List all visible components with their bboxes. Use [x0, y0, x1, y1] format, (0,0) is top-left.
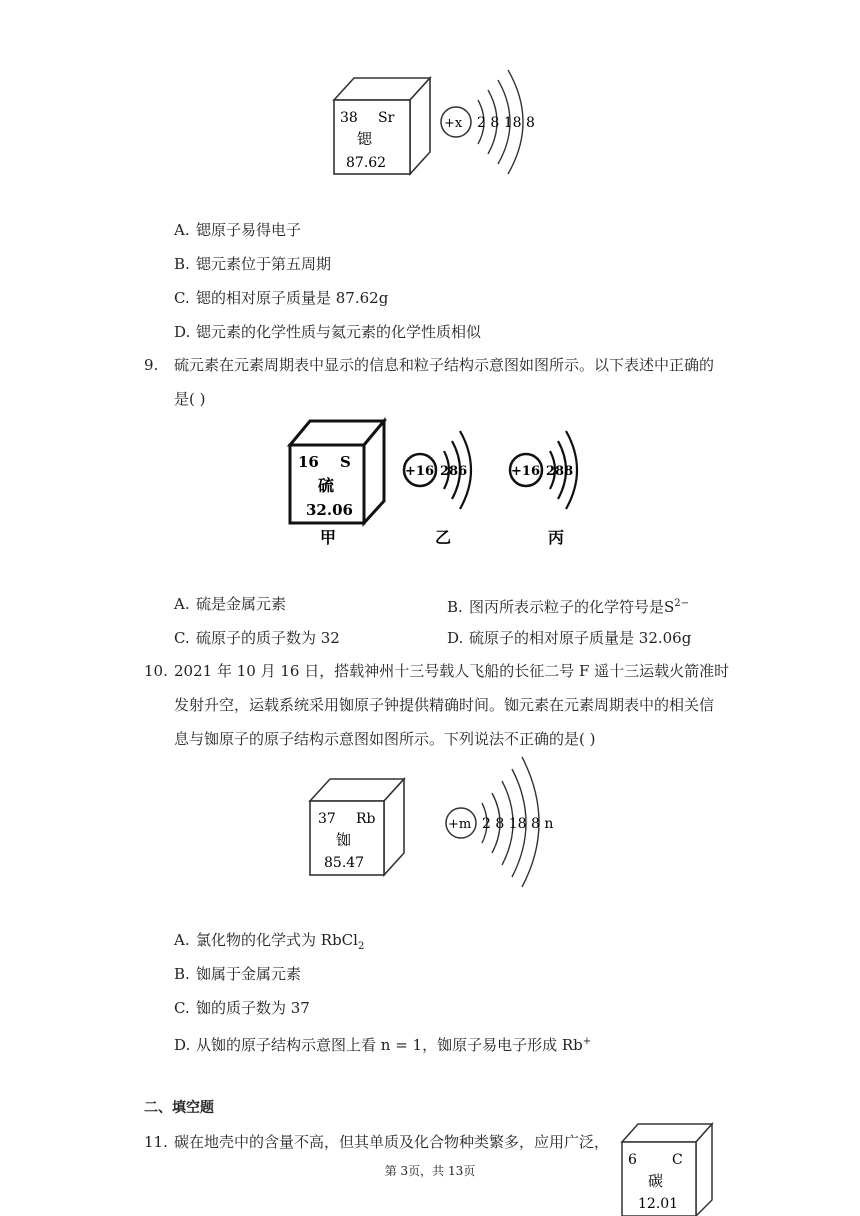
- option-superscript: +: [582, 1036, 592, 1047]
- q10-option-a: [174, 930, 364, 957]
- option-letter: C.: [174, 999, 190, 1017]
- sulfur-figure: [280, 415, 600, 550]
- rb-symbol: Rb: [356, 811, 376, 827]
- option-superscript: 2−: [674, 598, 690, 609]
- q8-option-a: [174, 220, 301, 240]
- s-symbol: S: [340, 453, 351, 471]
- sr-atomic-number: 38: [340, 110, 358, 126]
- c-symbol: C: [672, 1152, 683, 1168]
- sr-name: 锶: [357, 130, 373, 148]
- option-text: 硫是金属元素: [196, 595, 287, 613]
- c-name: 碳: [648, 1172, 664, 1190]
- label-jia: 甲: [320, 528, 337, 547]
- option-letter: C.: [174, 289, 190, 307]
- s-atomic-number: 16: [298, 453, 319, 471]
- option-letter: A.: [174, 221, 190, 239]
- option-text: 铷的质子数为 37: [196, 999, 310, 1017]
- page-footer: 第 3页，共 13页: [384, 1164, 476, 1178]
- q10-option-d: [174, 1032, 591, 1055]
- bing-electron-shells: 288: [546, 464, 574, 479]
- bing-nucleus-charge: +16: [511, 464, 540, 479]
- q10-stem-line1: 2021 年 10 月 16 日，搭载神州十三号载人飞船的长征二号 F 遥十三运载火箭准时: [174, 662, 730, 680]
- q8-option-b: [174, 254, 331, 274]
- label-bing: 丙: [548, 528, 565, 547]
- sr-electron-shells: 2 8 18 8: [477, 115, 535, 131]
- option-text: 图丙所表示粒子的化学符号是S: [469, 598, 675, 616]
- option-letter: B.: [174, 255, 190, 273]
- option-letter: B.: [447, 598, 463, 616]
- q10-number: 10.: [144, 662, 168, 680]
- rb-nucleus-charge: +m: [448, 817, 472, 832]
- option-text: 铷属于金属元素: [196, 965, 302, 983]
- q10-option-c: [174, 998, 310, 1018]
- c-atomic-number: 6: [628, 1152, 637, 1168]
- option-letter: C.: [174, 629, 190, 647]
- q9-stem: [174, 348, 719, 416]
- q9-option-b: [447, 594, 689, 617]
- sr-symbol: Sr: [378, 110, 395, 126]
- option-letter: D.: [174, 323, 191, 341]
- label-yi: 乙: [435, 528, 452, 547]
- s-mass: 32.06: [306, 501, 353, 519]
- q10-stem-line3: 息与铷原子的原子结构示意图如图所示。下列说法不正确的是( ): [174, 730, 596, 748]
- sr-nucleus-charge: +x: [444, 116, 463, 131]
- q9-option-a: [174, 594, 286, 614]
- q9-option-d: [447, 628, 691, 648]
- q8-option-d: [174, 322, 481, 342]
- section-title: 二、填空题: [144, 1100, 214, 1116]
- rb-mass: 85.47: [324, 855, 365, 871]
- option-letter: A.: [174, 595, 190, 613]
- q9-option-c: [174, 628, 340, 648]
- option-letter: D.: [447, 629, 464, 647]
- q8-option-c: [174, 288, 388, 308]
- s-name: 硫: [318, 476, 335, 495]
- yi-nucleus-charge: +16: [405, 464, 434, 479]
- c-mass: 12.01: [638, 1196, 679, 1212]
- option-text: 锶元素位于第五周期: [196, 255, 332, 273]
- option-letter: D.: [174, 1036, 191, 1054]
- q9-stem-line2: 是( ): [174, 390, 206, 408]
- option-letter: B.: [174, 965, 190, 983]
- q10-stem: [174, 654, 730, 756]
- sr-mass: 87.62: [346, 155, 387, 171]
- q9-stem-line1: 硫元素在元素周期表中显示的信息和粒子结构示意图如图所示。以下表述中正确的: [174, 356, 715, 374]
- option-text: 氯化物的化学式为 RbCl: [196, 931, 358, 949]
- q11-number: 11.: [144, 1133, 168, 1151]
- rb-electron-shells: 2 8 18 8 n: [482, 816, 554, 832]
- option-letter: A.: [174, 931, 190, 949]
- option-text: 锶原子易得电子: [196, 221, 302, 239]
- option-text: 锶的相对原子质量是 87.62g: [196, 289, 389, 307]
- strontium-figure: [320, 60, 560, 185]
- rubidium-figure: [300, 755, 560, 890]
- q10-stem-line2: 发射升空，运载系统采用铷原子钟提供精确时间。铷元素在元素周期表中的相关信: [174, 696, 715, 714]
- q9-number: 9.: [144, 356, 159, 374]
- rb-atomic-number: 37: [318, 811, 336, 827]
- rb-name: 铷: [336, 831, 352, 849]
- option-subscript: 2: [357, 941, 365, 952]
- option-text: 锶元素的化学性质与氦元素的化学性质相似: [196, 323, 482, 341]
- yi-electron-shells: 286: [440, 464, 468, 479]
- option-text: 硫原子的相对原子质量是 32.06g: [469, 629, 692, 647]
- q10-option-b: [174, 964, 301, 984]
- option-text: 硫原子的质子数为 32: [196, 629, 340, 647]
- option-text: 从铷的原子结构示意图上看 n = 1，铷原子易电子形成 Rb: [196, 1036, 583, 1054]
- q11-stem: 碳在地壳中的含量不高，但其单质及化合物种类繁多，应用广泛，: [174, 1133, 610, 1151]
